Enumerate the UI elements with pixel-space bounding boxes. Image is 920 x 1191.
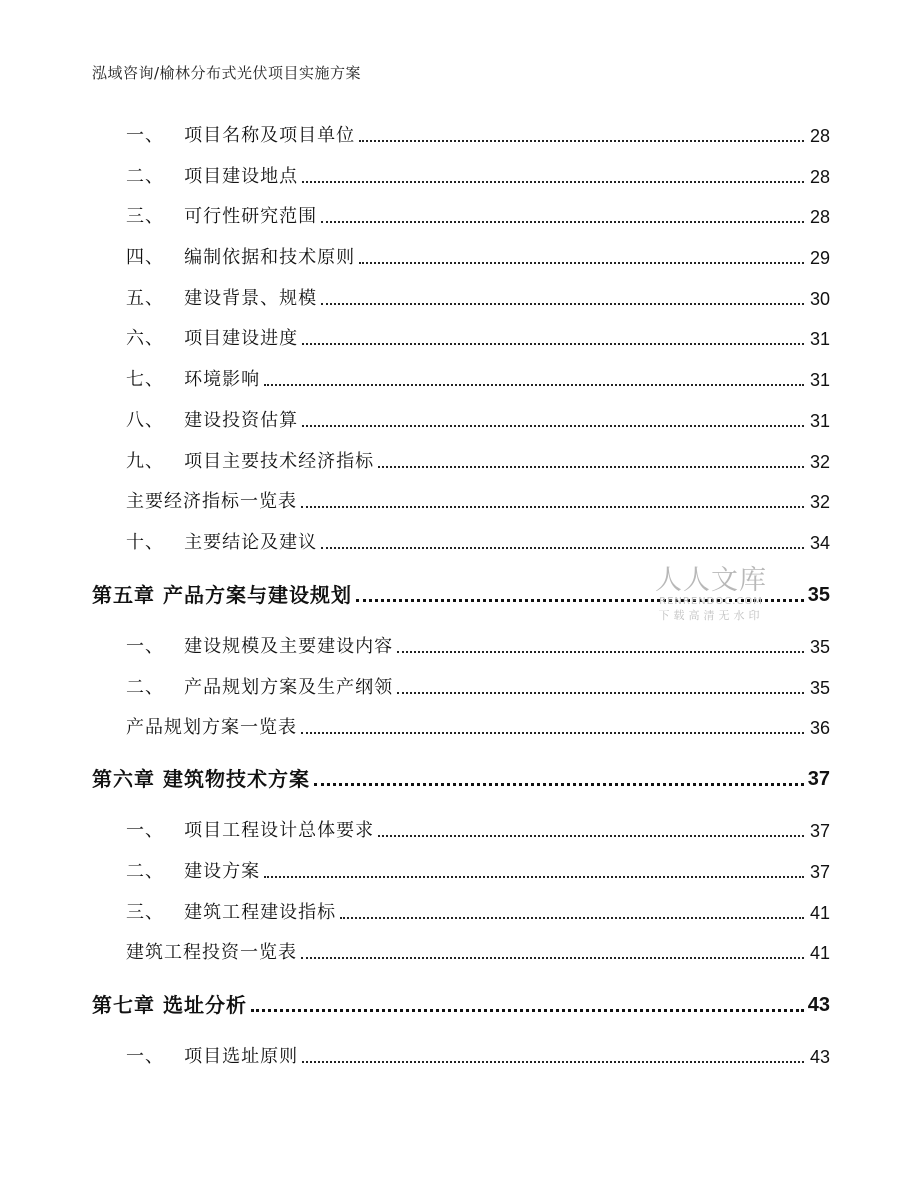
toc-entry-page: 37 <box>809 821 830 841</box>
dot-leader <box>359 262 804 264</box>
toc-chapter[interactable] <box>92 991 830 1019</box>
toc-entry[interactable] <box>126 818 830 844</box>
toc-entry-page: 32 <box>809 492 830 512</box>
toc-entry-page: 36 <box>809 718 830 738</box>
dot-leader <box>301 957 804 959</box>
toc-entry-title: 建筑工程投资一览表 <box>126 942 297 963</box>
watermark-tagline: 下载高清无水印 <box>658 609 764 622</box>
dot-leader <box>264 384 804 386</box>
toc-entry[interactable] <box>126 408 830 434</box>
toc-entry-page: 34 <box>809 533 830 553</box>
dot-leader <box>340 917 804 919</box>
toc-entry[interactable] <box>126 900 830 926</box>
toc-entry-page: 41 <box>809 903 830 923</box>
dot-leader <box>302 181 804 183</box>
dot-leader <box>264 876 804 878</box>
toc-entry[interactable] <box>126 675 830 701</box>
dot-leader <box>378 835 804 837</box>
toc-entry[interactable] <box>126 164 830 190</box>
toc-entry-page: 41 <box>809 943 830 963</box>
toc-chapter-page: 37 <box>807 768 830 790</box>
dot-leader <box>302 1061 804 1063</box>
dot-leader <box>321 221 804 223</box>
toc-entry[interactable] <box>126 634 830 660</box>
toc-chapter-title: 第七章 选址分析 <box>92 993 247 1017</box>
toc-entry-title: 二、 建设方案 <box>126 861 261 882</box>
toc-entry-page: 32 <box>809 452 830 472</box>
toc-entry-title: 二、 产品规划方案及生产纲领 <box>126 677 394 698</box>
toc-entry-title: 六、 项目建设进度 <box>126 328 299 349</box>
toc-entry-title: 一、 项目选址原则 <box>126 1046 299 1067</box>
toc-entry[interactable] <box>126 204 830 230</box>
dot-leader <box>302 425 804 427</box>
toc-entry[interactable] <box>126 326 830 352</box>
toc-chapter[interactable] <box>92 765 830 793</box>
toc-entry-page: 30 <box>809 289 830 309</box>
toc-entry-page: 31 <box>809 411 830 431</box>
toc-entry-title: 产品规划方案一览表 <box>126 717 297 738</box>
toc-entry-page: 28 <box>809 167 830 187</box>
toc-entry-page: 35 <box>809 637 830 657</box>
toc-entry[interactable] <box>126 449 830 475</box>
page-header: 泓域咨询/榆林分布式光伏项目实施方案 <box>92 64 362 82</box>
watermark-domain: RENRENDOC.COM <box>659 596 763 607</box>
toc-entry-title: 主要经济指标一览表 <box>126 491 297 512</box>
watermark-logo: 人人文库 <box>655 565 767 596</box>
toc-entry[interactable] <box>126 859 830 885</box>
toc-entry[interactable] <box>126 245 830 271</box>
toc-entry-page: 28 <box>809 207 830 227</box>
toc-entry-title: 八、 建设投资估算 <box>126 410 299 431</box>
toc-entry-title: 三、 建筑工程建设指标 <box>126 902 337 923</box>
toc-entry-title: 九、 项目主要技术经济指标 <box>126 451 375 472</box>
toc-entry-title: 十、 主要结论及建议 <box>126 532 318 553</box>
toc-entry-page: 43 <box>809 1047 830 1067</box>
dot-leader <box>321 303 804 305</box>
dot-leader <box>359 140 804 142</box>
dot-leader <box>397 651 804 653</box>
toc-entry[interactable] <box>126 123 830 149</box>
toc-entry-title: 二、 项目建设地点 <box>126 166 299 187</box>
dot-leader <box>301 732 804 734</box>
toc-entry-title: 一、 项目工程设计总体要求 <box>126 820 375 841</box>
toc-entry-page: 31 <box>809 329 830 349</box>
dot-leader <box>378 466 804 468</box>
dot-leader <box>314 783 804 786</box>
dot-leader <box>397 692 804 694</box>
toc-entry[interactable] <box>126 367 830 393</box>
dot-leader <box>251 1009 804 1012</box>
toc-entry[interactable] <box>126 715 830 741</box>
toc-entry[interactable] <box>126 286 830 312</box>
toc-entry-title: 七、 环境影响 <box>126 369 261 390</box>
toc-chapter-page: 35 <box>807 584 830 606</box>
dot-leader <box>321 547 804 549</box>
toc-entry-page: 31 <box>809 370 830 390</box>
dot-leader <box>302 343 804 345</box>
toc-chapter-title: 第五章 产品方案与建设规划 <box>92 583 352 607</box>
toc-entry-page: 37 <box>809 862 830 882</box>
toc-entry[interactable] <box>126 940 830 966</box>
toc-entry-title: 一、 建设规模及主要建设内容 <box>126 636 394 657</box>
toc-entry-title: 一、 项目名称及项目单位 <box>126 125 356 146</box>
toc-chapter-title: 第六章 建筑物技术方案 <box>92 767 310 791</box>
dot-leader <box>301 506 804 508</box>
toc-entry-page: 28 <box>809 126 830 146</box>
toc-entry[interactable] <box>126 489 830 515</box>
toc-entry-page: 29 <box>809 248 830 268</box>
toc-entry-title: 五、 建设背景、规模 <box>126 288 318 309</box>
toc-entry[interactable] <box>126 1044 830 1070</box>
toc-entry-title: 三、 可行性研究范围 <box>126 206 318 227</box>
toc-chapter-page: 43 <box>807 994 830 1016</box>
toc-entry-page: 35 <box>809 678 830 698</box>
watermark <box>646 566 776 624</box>
toc-entry[interactable] <box>126 530 830 556</box>
toc-entry-title: 四、 编制依据和技术原则 <box>126 247 356 268</box>
